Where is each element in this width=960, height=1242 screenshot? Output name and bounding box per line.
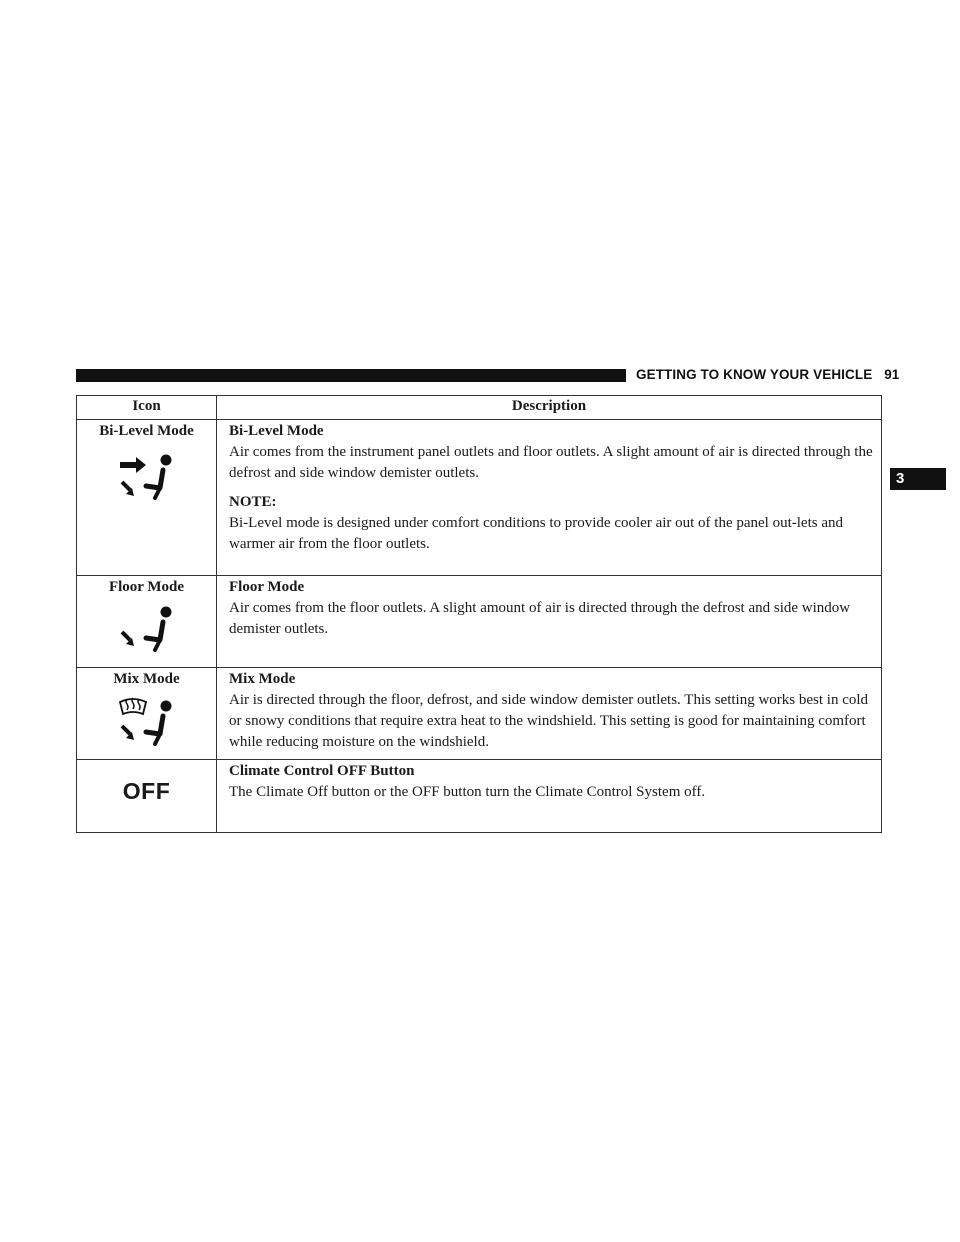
column-header-icon: Icon	[77, 396, 217, 420]
icon-cell	[77, 576, 217, 668]
icon-label: Mix Mode	[113, 671, 180, 687]
running-head	[636, 367, 899, 382]
icon-label: Floor Mode	[108, 579, 185, 595]
description-cell	[217, 420, 882, 576]
mode-title: Mix Mode	[229, 671, 296, 687]
mode-description: Air comes from the instrument panel outlets and floor outlets. A slight amount of air is directed through the defrost and side window demister outlets.	[229, 444, 873, 481]
mode-title: Climate Control OFF Button	[229, 763, 415, 779]
page-number: 91	[884, 367, 900, 382]
section-title: GETTING TO KNOW YOUR VEHICLE	[636, 367, 873, 382]
table-row	[77, 420, 882, 576]
chapter-tab: 3	[890, 468, 946, 490]
icon-cell	[77, 668, 217, 760]
description-cell	[217, 760, 882, 833]
note-label: NOTE:	[229, 494, 277, 510]
header-rule	[76, 369, 626, 382]
icon-label: Bi-Level Mode	[99, 423, 194, 439]
floor-mode-icon	[116, 602, 178, 654]
mode-title: Floor Mode	[229, 579, 305, 595]
mode-title: Bi-Level Mode	[229, 423, 324, 439]
off-button-icon: OFF	[122, 778, 171, 804]
description-cell	[217, 668, 882, 760]
climate-mode-table	[76, 395, 882, 833]
table-row	[77, 760, 882, 833]
mode-description: The Climate Off button or the OFF button turn the Climate Control System off.	[229, 784, 706, 800]
mix-mode-icon	[116, 694, 178, 748]
icon-cell	[77, 420, 217, 576]
table-header-row	[77, 396, 882, 420]
column-header-description: Description	[217, 396, 882, 420]
table-row	[77, 576, 882, 668]
bilevel-mode-icon	[116, 446, 178, 502]
mode-description: Air is directed through the floor, defrost, and side window demister outlets. This setting works best in cold or snowy conditions that require extra heat to the windshield. This setting is good for maintaining comfort while reducing moisture on the windshield.	[229, 692, 869, 750]
mode-description: Air comes from the floor outlets. A slight amount of air is directed through the defrost and side window demister outlets.	[229, 600, 851, 637]
note-text: Bi-Level mode is designed under comfort conditions to provide cooler air out of the panel out-lets and warmer air from the floor outlets.	[229, 515, 844, 552]
table-row	[77, 668, 882, 760]
icon-cell	[77, 760, 217, 833]
description-cell	[217, 576, 882, 668]
